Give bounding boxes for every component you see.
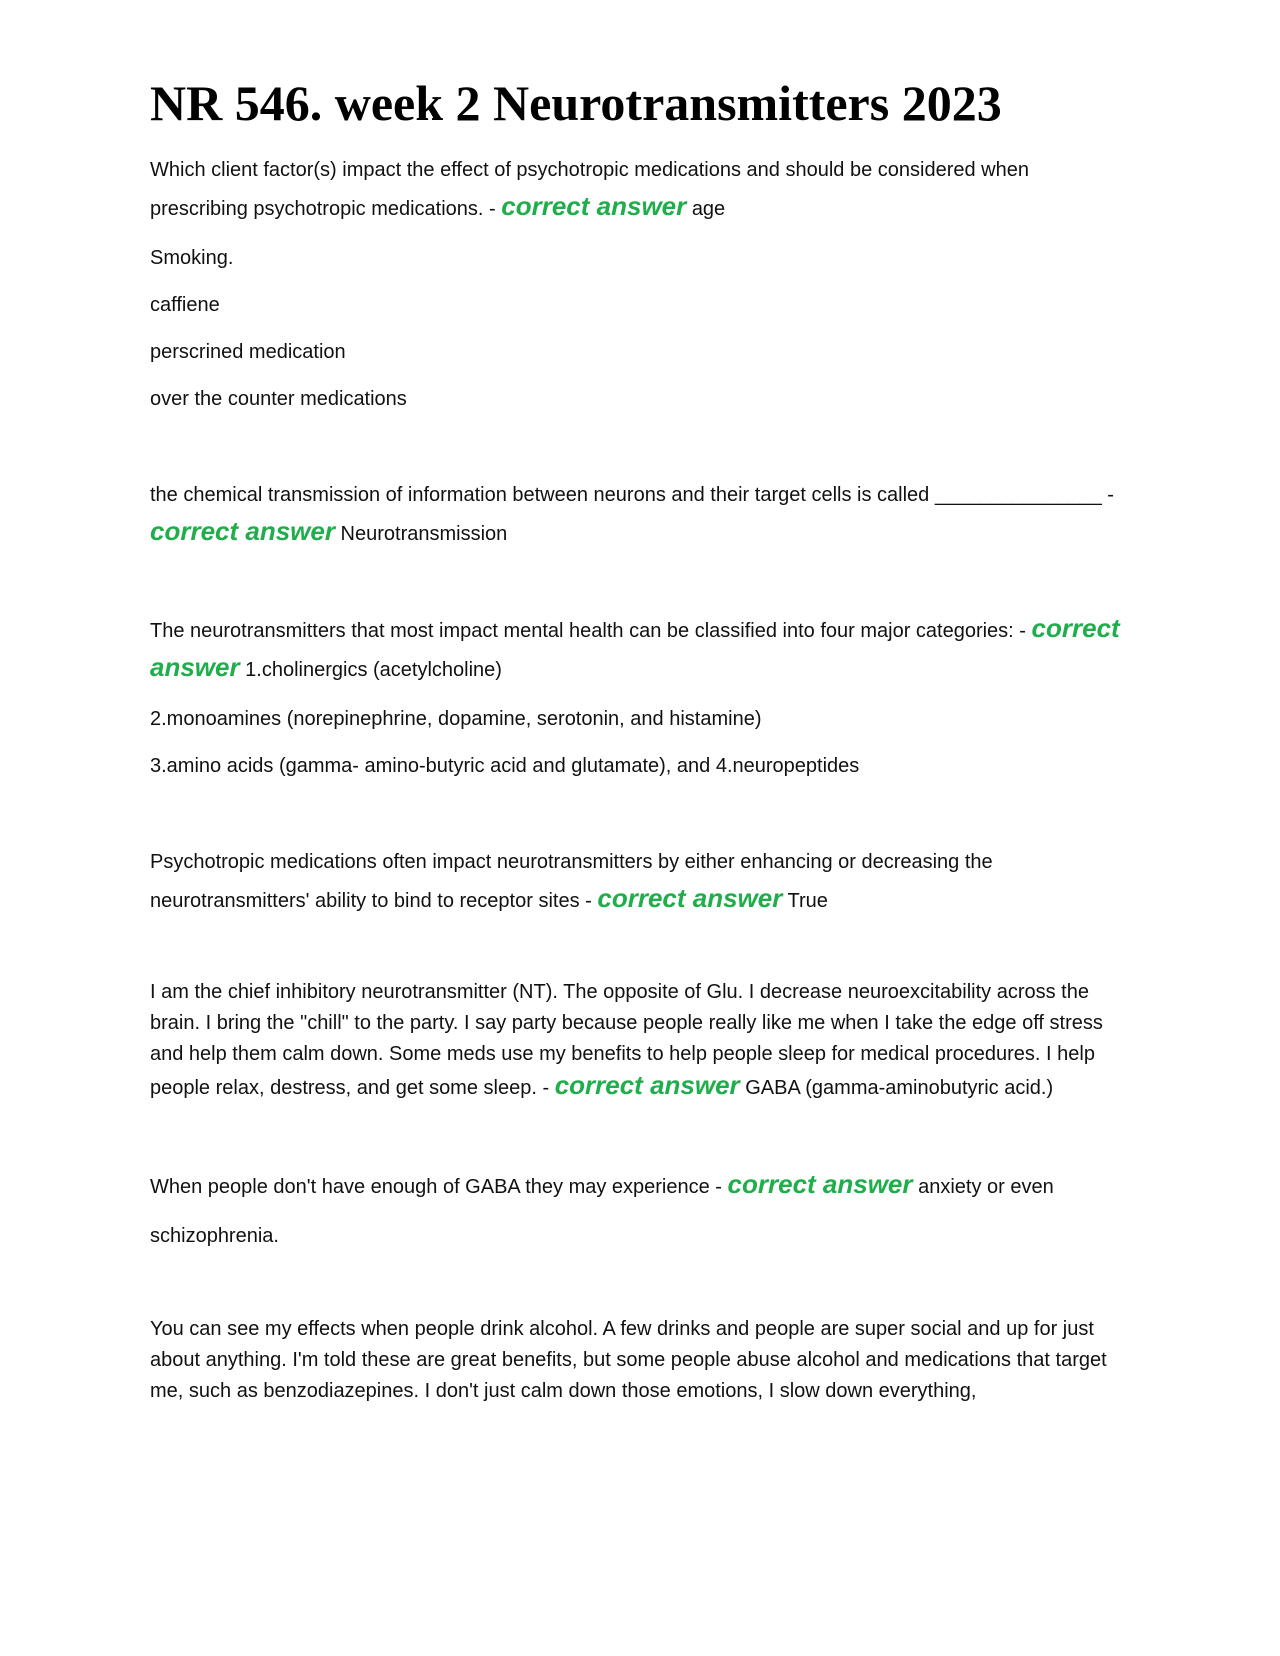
answer-line: 2.monoamines (norepinephrine, dopamine, serotonin, and histamine): [150, 708, 762, 730]
document-title: NR 546. week 2 Neurotransmitters 2023: [150, 75, 1002, 131]
question-7: [150, 1314, 1130, 1407]
correct-answer-label: correct answer: [597, 883, 783, 913]
question-text: the chemical transmission of information between neurons and their target cells is called _______________ -: [150, 484, 1114, 506]
question-text: Which client factor(s) impact the effect of psychotropic medications and should be considered when prescribing psychotropic medications. -: [150, 159, 1029, 220]
question-1: [150, 152, 1130, 227]
answer-text: anxiety or even: [918, 1176, 1054, 1198]
question-2: [150, 477, 1130, 552]
question-text: You can see my effects when people drink alcohol. A few drinks and people are super social and up for just about anything. I'm told these are great benefits, but some people abuse alcohol and medications that target me, such as benzodiazepines. I don't just calm down those emotions, I slow down everything,: [150, 1318, 1107, 1402]
answer-text: True: [787, 890, 828, 912]
correct-answer-label: correct answer: [501, 191, 687, 221]
answer-line: schizophrenia.: [150, 1225, 279, 1247]
correct-answer-label: correct answer: [727, 1169, 913, 1199]
question-text: The neurotransmitters that most impact mental health can be classified into four major categories: -: [150, 620, 1026, 642]
correct-answer-label: correct answer: [554, 1070, 740, 1100]
question-text: Psychotropic medications often impact neurotransmitters by either enhancing or decreasing the neurotransmitters' ability to bind to receptor sites -: [150, 851, 993, 912]
answer-line: 3.amino acids (gamma- amino-butyric acid and glutamate), and 4.neuropeptides: [150, 755, 860, 777]
answer-line: over the counter medications: [150, 388, 407, 410]
correct-answer-label: correct answer: [150, 516, 335, 546]
question-5: [150, 977, 1130, 1104]
document-page: [150, 72, 1130, 1423]
question-6: [150, 1166, 1130, 1205]
answer-line: Smoking.: [150, 247, 234, 269]
answer-text: GABA (gamma-aminobutyric acid.): [745, 1077, 1054, 1099]
answer-text: age: [691, 198, 726, 220]
question-text: I am the chief inhibitory neurotransmitter (NT). The opposite of Glu. I decrease neuroexcitability across the brain. I bring the "chill" to the party. I say party because people really like me when I take the edge off stress and help them calm down. Some meds use my benefits to help people sleep for medical procedures. I help people relax, destress, and get some sleep. -: [150, 981, 1103, 1099]
answer-text: Neurotransmission: [340, 523, 508, 545]
correct-answer-label: correct answer: [150, 613, 1120, 682]
answer-line: perscrined medication: [150, 341, 346, 363]
question-4: [150, 844, 1130, 919]
question-text: When people don't have enough of GABA they may experience -: [150, 1176, 722, 1198]
question-3: [150, 610, 1130, 688]
answer-text: 1.cholinergics (acetylcholine): [245, 659, 502, 681]
answer-line: caffiene: [150, 294, 220, 316]
